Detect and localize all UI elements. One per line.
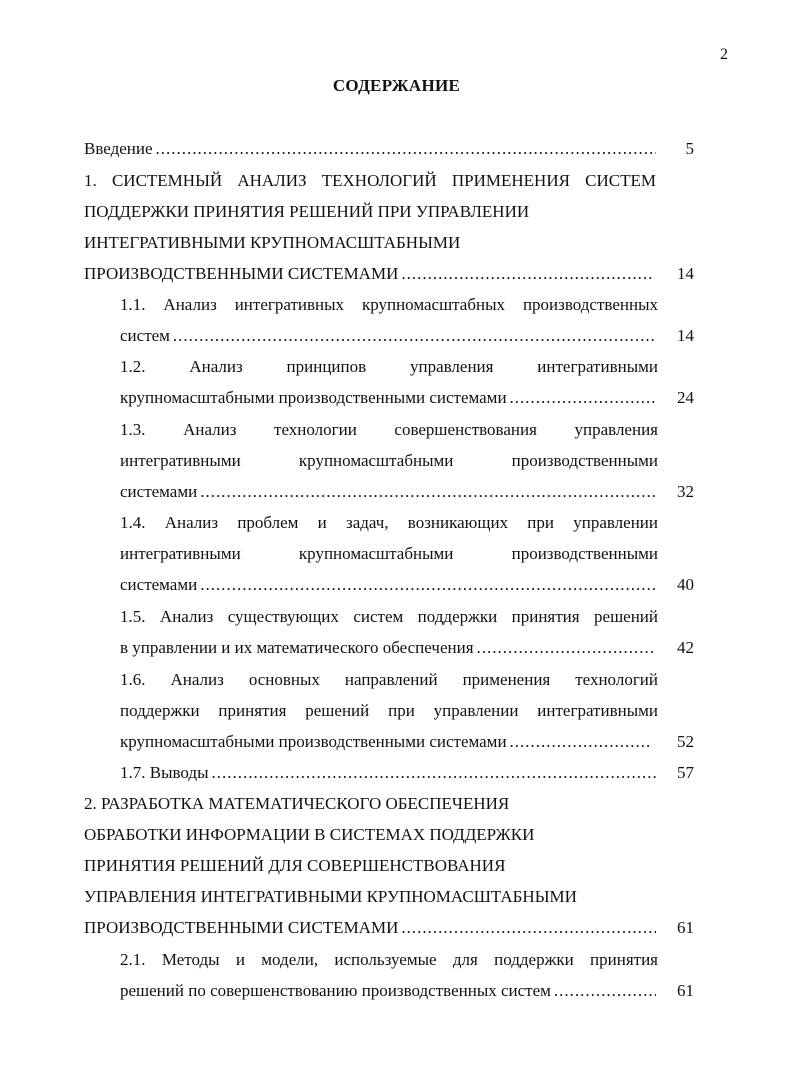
toc-section-1-3-title-end: системами	[120, 482, 198, 501]
toc-section-1-5-line-1: 1.5. Анализ существующих систем поддержки принятия решений	[120, 607, 658, 626]
dot-leader	[510, 388, 656, 408]
toc-page-1-4: 40	[677, 575, 694, 594]
toc-page-intro: 5	[685, 139, 694, 158]
toc-section-1-2-line-1: 1.2. Анализ принципов управления интегративными	[120, 357, 658, 376]
toc-section-1-5-line-2	[120, 638, 656, 658]
toc-section-2-1-line-1: 2.1. Методы и модели, используемые для поддержки принятия	[120, 950, 658, 969]
toc-section-1-1-line-1: 1.1. Анализ интегративных крупномасштабных производственных	[120, 295, 658, 314]
toc-section-1-6-title-end: крупномасштабными производственными системами	[120, 732, 507, 751]
toc-chapter-1-line-3: ИНТЕГРАТИВНЫМИ КРУПНОМАСШТАБНЫМИ	[84, 233, 461, 252]
toc-section-1-3-line-1: 1.3. Анализ технологии совершенствования управления	[120, 420, 658, 439]
toc-page-1-2: 24	[677, 388, 694, 407]
toc-section-2-1-line-2	[120, 981, 656, 1001]
toc-section-1-6-line-2: поддержки принятия решений при управлении интегративными	[120, 701, 658, 720]
toc-chapter-1-line-4	[84, 264, 652, 284]
dot-leader	[173, 326, 656, 346]
dot-leader	[212, 763, 656, 783]
toc-page-ch1: 14	[677, 264, 694, 283]
toc-page-1-5: 42	[677, 638, 694, 657]
toc-page-1-3: 32	[677, 482, 694, 501]
toc-chapter-1-line-2: ПОДДЕРЖКИ ПРИНЯТИЯ РЕШЕНИЙ ПРИ УПРАВЛЕНИИ	[84, 202, 530, 221]
toc-section-1-1-line-2	[120, 326, 656, 346]
toc-section-2-1-title-end: решений по совершенствованию производственных систем	[120, 981, 551, 1000]
dot-leader	[401, 918, 656, 938]
toc-section-1-4-title-end: системами	[120, 575, 198, 594]
toc-section-1-6-line-1: 1.6. Анализ основных направлений применения технологий	[120, 670, 658, 689]
toc-section-1-3-line-2: интегративными крупномасштабными производственными	[120, 451, 658, 470]
toc-section-1-4-line-1: 1.4. Анализ проблем и задач, возникающих при управлении	[120, 513, 658, 532]
toc-page-1-6: 52	[677, 732, 694, 751]
toc-chapter-2-title-end: ПРОИЗВОДСТВЕННЫМИ СИСТЕМАМИ	[84, 918, 399, 937]
dot-leader	[554, 981, 656, 1001]
toc-chapter-2-line-5	[84, 918, 656, 938]
toc-section-1-6-line-3	[120, 732, 650, 752]
toc-section-1-7-title: 1.7. Выводы	[120, 763, 209, 782]
toc-chapter-1-title-end: ПРОИЗВОДСТВЕННЫМИ СИСТЕМАМИ	[84, 264, 399, 283]
dot-leader	[200, 575, 656, 595]
toc-section-1-3-line-3	[120, 482, 656, 502]
toc-section-1-2-title-end: крупномасштабными производственными системами	[120, 388, 507, 407]
toc-chapter-1-line-1: 1. СИСТЕМНЫЙ АНАЛИЗ ТЕХНОЛОГИЙ ПРИМЕНЕНИЯ СИСТЕМ	[84, 171, 656, 190]
toc-section-1-2-line-2	[120, 388, 656, 408]
toc-chapter-2-line-4: УПРАВЛЕНИЯ ИНТЕГРАТИВНЫМИ КРУПНОМАСШТАБНЫМИ	[84, 887, 577, 906]
toc-page-1-7: 57	[677, 763, 694, 782]
toc-page-2-1: 61	[677, 981, 694, 1000]
toc-section-1-4-line-3	[120, 575, 656, 595]
toc-section-1-1-title-end: систем	[120, 326, 170, 345]
dot-leader	[401, 264, 652, 284]
toc-entry-intro	[84, 139, 656, 159]
page-number: 2	[720, 46, 728, 63]
toc-chapter-2-line-3: ПРИНЯТИЯ РЕШЕНИЙ ДЛЯ СОВЕРШЕНСТВОВАНИЯ	[84, 856, 506, 875]
toc-section-1-5-title-end: в управлении и их математического обеспечения	[120, 638, 474, 657]
toc-page-ch2: 61	[677, 918, 694, 937]
page-title: СОДЕРЖАНИЕ	[332, 76, 461, 95]
toc-page-1-1: 14	[677, 326, 694, 345]
toc-section-1-7-line-1	[120, 763, 656, 783]
dot-leader	[156, 139, 656, 159]
toc-entry-intro-title: Введение	[84, 139, 153, 158]
dot-leader	[200, 482, 656, 502]
toc-section-1-4-line-2: интегративными крупномасштабными производственными	[120, 544, 658, 563]
dot-leader	[477, 638, 656, 658]
dot-leader	[510, 732, 650, 752]
toc-chapter-2-line-1: 2. РАЗРАБОТКА МАТЕМАТИЧЕСКОГО ОБЕСПЕЧЕНИЯ	[84, 794, 510, 813]
toc-chapter-2-line-2: ОБРАБОТКИ ИНФОРМАЦИИ В СИСТЕМАХ ПОДДЕРЖКИ	[84, 825, 535, 844]
